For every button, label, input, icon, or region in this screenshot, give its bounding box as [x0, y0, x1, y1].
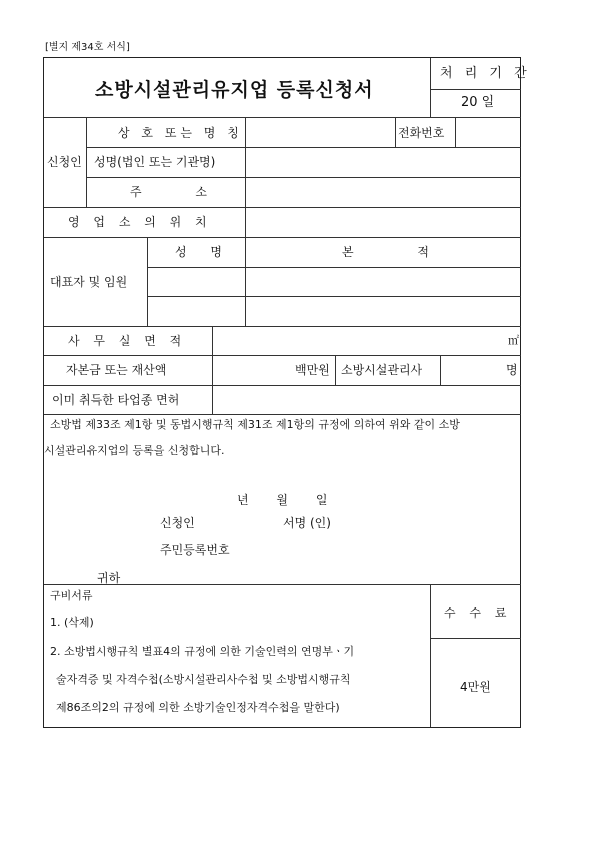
office-area-label: 사 무 실 면 적 — [68, 334, 182, 348]
form-title: 소방시설관리유지업 등록신청서 — [95, 79, 374, 101]
statement-line-1: 소방법 제33조 제1항 및 동법시행규칙 제31조 제1항의 규정에 의하여 위와 같이 소방 — [50, 418, 460, 431]
applicant-name-field[interactable] — [246, 148, 520, 176]
rule — [335, 355, 336, 385]
rep-domicile-header: 본 적 — [342, 245, 429, 259]
rule — [430, 89, 521, 90]
documents-item-2-line-1: 2. 소방법시행규칙 별표4의 규정에 의한 기술인력의 연명부ㆍ기 — [50, 645, 355, 658]
rule — [430, 638, 521, 639]
other-license-field[interactable] — [213, 386, 520, 413]
fire-manager-label: 소방시설관리사 — [341, 363, 423, 377]
representatives-group-label: 대표자 및 임원 — [50, 275, 128, 289]
rule — [430, 58, 431, 117]
rule — [44, 237, 521, 238]
rule — [86, 117, 87, 207]
resident-number-label: 주민등록번호 — [160, 543, 230, 557]
signature-label: 서명 (인) — [283, 516, 331, 530]
rep-name-field-2[interactable] — [148, 297, 244, 325]
documents-heading: 구비서류 — [50, 589, 93, 602]
trade-name-field[interactable] — [246, 118, 394, 146]
fee-label: 수 수 료 — [444, 606, 507, 620]
address-field[interactable] — [246, 178, 520, 206]
applicant-name-label: 성명(법인 또는 기관명) — [94, 155, 216, 169]
statement-line-2: 시설관리유지업의 등록을 신청합니다. — [44, 444, 225, 457]
date-line: 년 월 일 — [237, 493, 328, 507]
processing-period-value: 20 일 — [461, 95, 495, 110]
rule — [430, 584, 431, 727]
office-area-unit: ㎡ — [508, 334, 519, 347]
phone-field[interactable] — [456, 118, 520, 146]
form-number-note: [별지 제34호 서식] — [45, 42, 130, 53]
trade-name-label: 상 호 또는 명 칭 — [118, 126, 243, 140]
capital-unit: 백만원 — [295, 363, 330, 377]
rule — [44, 414, 521, 415]
fire-manager-unit: 명 — [506, 363, 518, 377]
rep-name-field-1[interactable] — [148, 268, 244, 295]
rule — [395, 117, 396, 147]
address-label: 주 소 — [130, 185, 207, 199]
office-area-field[interactable] — [213, 327, 509, 354]
capital-field[interactable] — [213, 356, 293, 384]
applicant-group-label: 신청인 — [47, 155, 82, 169]
fire-manager-count-field[interactable] — [441, 356, 503, 384]
documents-item-1: 1. (삭제) — [50, 616, 94, 629]
rep-domicile-field-2[interactable] — [246, 297, 520, 325]
documents-item-2-line-3: 제86조의2의 규정에 의한 소방기술인정자격수첩을 말한다) — [56, 701, 340, 714]
phone-label: 전화번호 — [398, 126, 445, 140]
rep-domicile-field-1[interactable] — [246, 268, 520, 295]
fee-amount: 4만원 — [460, 680, 491, 694]
business-location-label: 영 업 소 의 위 치 — [68, 215, 207, 229]
signer-field[interactable] — [200, 512, 278, 530]
resident-number-field[interactable] — [240, 539, 360, 557]
business-location-field[interactable] — [246, 208, 520, 236]
signer-label: 신청인 — [160, 516, 195, 530]
documents-item-2-line-2: 술자격증 및 자격수첩(소방시설관리사수첩 및 소방법시행규칙 — [56, 673, 351, 686]
processing-period-label: 처 리 기 간 — [440, 66, 531, 81]
other-license-label: 이미 취득한 타업종 면허 — [52, 393, 180, 407]
addressee-label: 귀하 — [97, 571, 121, 585]
rep-name-header: 성 명 — [175, 245, 222, 259]
capital-label: 자본금 또는 재산액 — [66, 363, 167, 377]
